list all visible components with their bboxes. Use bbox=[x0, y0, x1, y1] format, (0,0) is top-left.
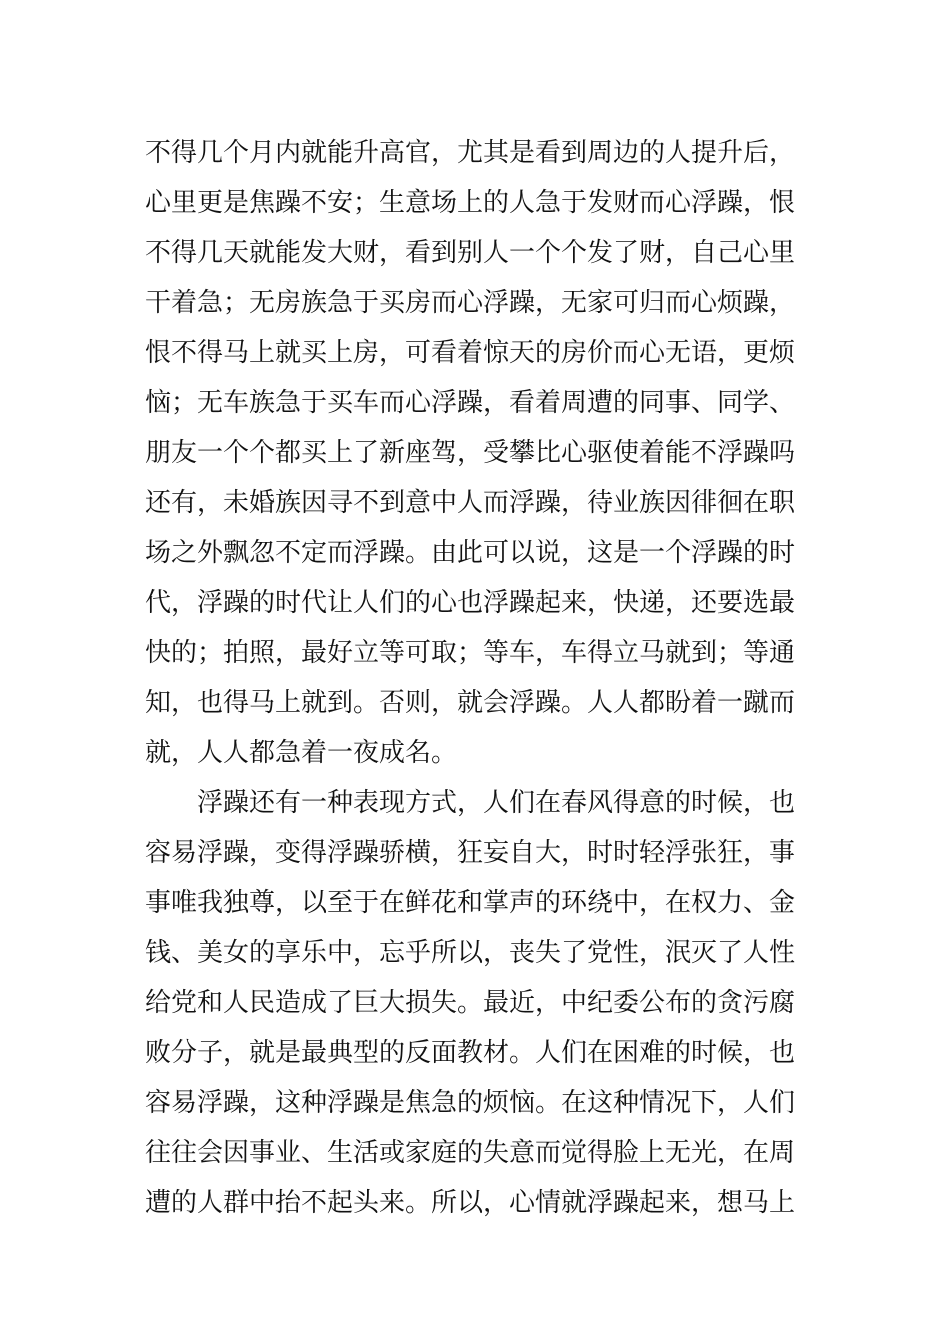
text-line: 事唯我独尊，以至于在鲜花和掌声的环绕中，在权力、金 bbox=[145, 888, 796, 918]
paragraph-2 bbox=[145, 778, 815, 1228]
text-line: 恨不得马上就买上房，可看着惊天的房价而心无语，更烦 bbox=[145, 338, 796, 368]
paragraph-1 bbox=[145, 128, 815, 778]
text-line: 给党和人民造成了巨大损失。最近，中纪委公布的贪污腐 bbox=[145, 988, 796, 1018]
text-line: 场之外飘忽不定而浮躁。由此可以说，这是一个浮躁的时 bbox=[145, 538, 796, 568]
text-line: 知，也得马上就到。否则，就会浮躁。人人都盼着一蹴而 bbox=[145, 688, 796, 718]
text-line: 遭的人群中抬不起头来。所以，心情就浮躁起来，想马上 bbox=[145, 1188, 796, 1218]
text-line-indented: 浮躁还有一种表现方式，人们在春风得意的时候，也 bbox=[197, 788, 796, 818]
text-line: 容易浮躁，这种浮躁是焦急的烦恼。在这种情况下，人们 bbox=[145, 1088, 796, 1118]
text-line: 心里更是焦躁不安；生意场上的人急于发财而心浮躁，恨 bbox=[145, 188, 796, 218]
text-line: 不得几个月内就能升高官，尤其是看到周边的人提升后， bbox=[145, 138, 796, 168]
text-line: 还有，未婚族因寻不到意中人而浮躁，待业族因徘徊在职 bbox=[145, 488, 796, 518]
text-line: 恼；无车族急于买车而心浮躁，看着周遭的同事、同学、 bbox=[145, 388, 796, 418]
body-text bbox=[145, 128, 815, 1228]
text-line: 钱、美女的享乐中，忘乎所以，丧失了党性，泯灭了人性 bbox=[145, 938, 796, 968]
text-line: 往往会因事业、生活或家庭的失意而觉得脸上无光，在周 bbox=[145, 1138, 796, 1168]
text-line: 朋友一个个都买上了新座驾，受攀比心驱使着能不浮躁吗 bbox=[145, 438, 796, 468]
text-line: 败分子，就是最典型的反面教材。人们在困难的时候，也 bbox=[145, 1038, 796, 1068]
text-line: 不得几天就能发大财，看到别人一个个发了财，自己心里 bbox=[145, 238, 796, 268]
text-line: 快的；拍照，最好立等可取；等车，车得立马就到；等通 bbox=[145, 638, 796, 668]
text-line: 代，浮躁的时代让人们的心也浮躁起来，快递，还要选最 bbox=[145, 588, 796, 618]
text-line: 干着急；无房族急于买房而心浮躁，无家可归而心烦躁， bbox=[145, 288, 796, 318]
text-line: 就，人人都急着一夜成名。 bbox=[145, 738, 458, 768]
text-line: 容易浮躁，变得浮躁骄横，狂妄自大，时时轻浮张狂，事 bbox=[145, 838, 796, 868]
